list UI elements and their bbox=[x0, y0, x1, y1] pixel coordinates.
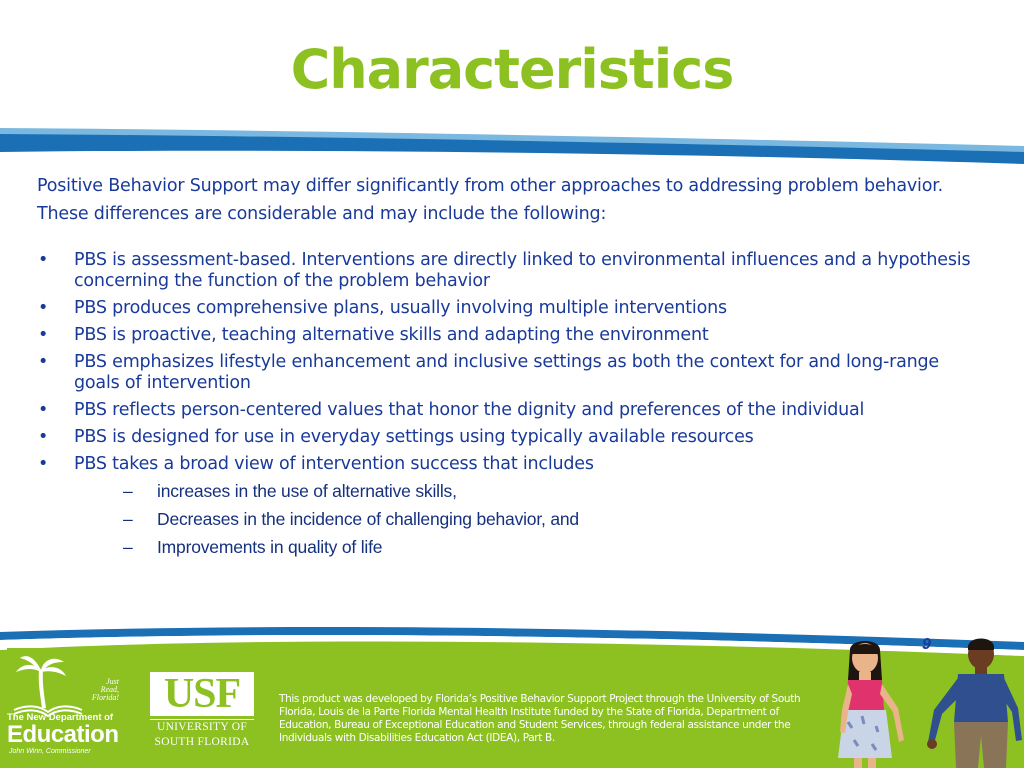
bullet-icon: • bbox=[38, 298, 49, 318]
doe-wordmark: Education bbox=[7, 721, 119, 748]
doe-small-line: The New Department of bbox=[7, 712, 114, 723]
bullet-text: PBS emphasizes lifestyle enhancement and inclusive settings as both the context for and long-range goals of intervention bbox=[74, 352, 939, 393]
sub-bullet-item bbox=[74, 509, 987, 530]
bullet-icon: • bbox=[38, 454, 49, 474]
bullet-text: PBS produces comprehensive plans, usually involving multiple interventions bbox=[74, 298, 727, 318]
bullet-text: PBS takes a broad view of intervention success that includes bbox=[74, 454, 594, 474]
sub-bullet-item bbox=[74, 537, 987, 558]
bullet-item bbox=[37, 325, 987, 346]
intro-paragraph: Positive Behavior Support may differ significantly from other approaches to addressing problem behavior. These differences are considerable and may include the following: bbox=[37, 176, 943, 224]
bullet-icon: • bbox=[38, 427, 49, 447]
doe-commissioner: John Winn, Commissioner bbox=[9, 748, 91, 755]
bullet-item bbox=[37, 454, 987, 558]
sub-bullet-item bbox=[74, 481, 987, 502]
bullet-text: PBS is designed for use in everyday settings using typically available resources bbox=[74, 427, 754, 447]
doe-tagline-line: Florida! bbox=[91, 693, 119, 702]
bullet-item bbox=[37, 250, 987, 292]
bullet-list bbox=[37, 250, 987, 558]
boy-figure bbox=[927, 639, 1022, 768]
bullet-text: PBS is proactive, teaching alternative skills and adapting the environment bbox=[74, 325, 709, 345]
bullet-item bbox=[37, 427, 987, 448]
header-swoosh-divider bbox=[0, 120, 1024, 180]
usf-logo-mark: USF bbox=[150, 672, 254, 716]
sub-bullet-list bbox=[74, 481, 987, 558]
girl-figure bbox=[838, 641, 904, 768]
sub-bullet-text: Decreases in the incidence of challenging behavior, and bbox=[157, 509, 579, 529]
doe-tagline-line: Read, bbox=[100, 685, 119, 694]
bullet-icon: • bbox=[38, 400, 49, 420]
bullet-item bbox=[37, 352, 987, 394]
usf-name-line-1: UNIVERSITY OF bbox=[156, 721, 248, 733]
dash-icon: – bbox=[123, 509, 133, 529]
sub-bullet-text: increases in the use of alternative skills, bbox=[157, 481, 457, 501]
bullet-item bbox=[37, 298, 987, 319]
bullet-icon: • bbox=[38, 325, 49, 345]
bullet-text: PBS reflects person-centered values that honor the dignity and preferences of the individual bbox=[74, 400, 865, 420]
sub-bullet-text: Improvements in quality of life bbox=[157, 537, 383, 557]
bullet-icon: • bbox=[38, 250, 49, 270]
usf-divider bbox=[150, 719, 254, 720]
children-photo bbox=[838, 636, 1024, 768]
dash-icon: – bbox=[123, 481, 133, 501]
credit-statement: This product was developed by Florida’s Positive Behavior Support Project through the University of South Florida, Louis de la Parte Florida Mental Health Institute funded by the State of Florida, Department of Education, Bureau of Exceptional Education and Student Services, through federal assistance under the Individuals with Disabilities Education Act (IDEA), Part B. bbox=[279, 693, 801, 744]
bullet-item bbox=[37, 400, 987, 421]
slide-body bbox=[37, 172, 987, 565]
bullet-text: PBS is assessment-based. Interventions are directly linked to environmental influences and a hypothesis concerning the function of the problem behavior bbox=[74, 250, 971, 291]
bullet-icon: • bbox=[38, 352, 49, 372]
page-number: 9 bbox=[922, 636, 931, 653]
slide-title: Characteristics bbox=[290, 38, 734, 101]
doe-tagline bbox=[79, 678, 119, 702]
dash-icon: – bbox=[123, 537, 133, 557]
doe-tagline-line: Just bbox=[106, 677, 119, 686]
usf-name-line-2: SOUTH FLORIDA bbox=[154, 736, 250, 748]
